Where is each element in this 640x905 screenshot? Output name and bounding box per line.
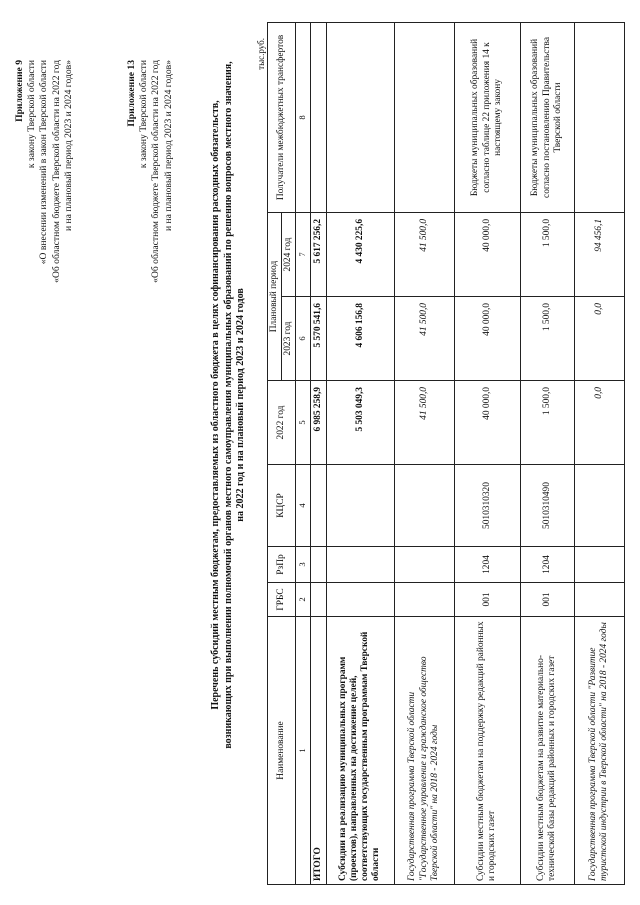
appendix-9-line-2: «О внесении изменений в закон Тверской области — [38, 60, 50, 265]
row-2023: 41 500,0 — [394, 297, 454, 381]
column-index: 6 — [296, 297, 310, 381]
row-2023: 5 570 541,6 — [310, 297, 326, 381]
row-kcsr — [394, 465, 454, 547]
table-row-total — [310, 22, 326, 884]
row-recipients — [326, 22, 394, 212]
row-2022: 41 500,0 — [394, 381, 454, 465]
row-2024: 40 000,0 — [454, 212, 520, 296]
row-rzpr — [310, 547, 326, 583]
appendix-9-line-1: к закону Тверской области — [26, 60, 38, 169]
row-2024: 1 500,0 — [520, 212, 574, 296]
appendix-13-line-1: к закону Тверской области — [138, 60, 150, 169]
document-title — [210, 25, 248, 785]
document-title-line-2: возникающих при выполнении полномочий органов местного самоуправления муниципальных образований по решению вопросов местного значения, — [222, 61, 234, 749]
appendix-13-line-2: «Об областном бюджете Тверской области на 2022 год — [150, 60, 162, 283]
document-title-line-3: на 2022 год и на плановый период 2023 и 2024 годов — [235, 288, 247, 522]
header-recipients: Получатели межбюджетных трансфертов — [268, 22, 296, 212]
row-name: Субсидии на реализацию муниципальных программ (проектов), направленных на достижение целей, соответствующих государственным программам Тверской области — [326, 617, 394, 885]
appendix-13-title: Приложение 13 — [126, 60, 137, 127]
table-row — [326, 22, 394, 884]
column-index: 1 — [296, 617, 310, 885]
row-grbs — [394, 583, 454, 617]
row-name: ИТОГО — [310, 617, 326, 885]
row-recipients — [394, 22, 454, 212]
header-planned-period: Плановый период — [268, 212, 282, 380]
column-index: 8 — [296, 22, 310, 212]
row-2024: 41 500,0 — [394, 212, 454, 296]
header-2022: 2022 год — [268, 381, 296, 465]
header-kcsr: КЦСР — [268, 465, 296, 547]
row-name: Субсидии местным бюджетам на поддержку редакций районных и городских газет — [454, 617, 520, 885]
row-grbs — [326, 583, 394, 617]
row-grbs — [574, 583, 624, 617]
row-grbs — [310, 583, 326, 617]
row-rzpr — [326, 547, 394, 583]
appendix-9-line-4: и на плановый период 2023 и 2024 годов» — [62, 60, 74, 231]
row-recipients — [574, 22, 624, 212]
row-kcsr: 5010310320 — [454, 465, 520, 547]
table-row — [454, 22, 520, 884]
row-2022: 5 503 049,3 — [326, 381, 394, 465]
appendix-9-header — [14, 60, 75, 283]
row-2023: 0,0 — [574, 297, 624, 381]
row-kcsr: 5010310490 — [520, 465, 574, 547]
row-grbs: 001 — [454, 583, 520, 617]
row-2023: 40 000,0 — [454, 297, 520, 381]
row-grbs: 001 — [520, 583, 574, 617]
column-index: 7 — [296, 212, 310, 296]
column-index: 3 — [296, 547, 310, 583]
row-2022: 0,0 — [574, 381, 624, 465]
header-2024: 2024 год — [282, 212, 296, 296]
row-name: Государственная программа Тверской области "Развитие туристской индустрии в Тверской области" на 2018 - 2024 годы — [574, 617, 624, 885]
units-label: тыс.руб. — [256, 38, 266, 70]
appendix-9-title: Приложение 9 — [14, 60, 25, 122]
table-row — [520, 22, 574, 884]
row-rzpr — [574, 547, 624, 583]
row-2024: 94 456,1 — [574, 212, 624, 296]
row-2023: 1 500,0 — [520, 297, 574, 381]
row-name: Государственная программа Тверской области "Государственное управление и гражданское общество Тверской области" на 2018 - 2024 годы — [394, 617, 454, 885]
header-rzpr: РзПр — [268, 547, 296, 583]
row-rzpr: 1204 — [520, 547, 574, 583]
appendix-13-header — [126, 60, 175, 283]
row-kcsr — [574, 465, 624, 547]
row-rzpr — [394, 547, 454, 583]
document-title-line-1: Перечень субсидий местным бюджетам, предоставляемых из областного бюджета в целях софинансирования расходных обязательств, — [210, 100, 221, 710]
column-index-row — [296, 22, 310, 884]
row-2024: 4 430 225,6 — [326, 212, 394, 296]
row-recipients: Бюджеты муниципальных образований согласно постановлению Правительства Тверской области — [520, 22, 574, 212]
header-grbs: ГРБС — [268, 583, 296, 617]
table-row — [394, 22, 454, 884]
column-index: 5 — [296, 381, 310, 465]
table-row — [574, 22, 624, 884]
row-2022: 40 000,0 — [454, 381, 520, 465]
row-2022: 6 985 258,9 — [310, 381, 326, 465]
row-recipients — [310, 22, 326, 212]
row-rzpr: 1204 — [454, 547, 520, 583]
row-2023: 4 606 156,8 — [326, 297, 394, 381]
row-2024: 5 617 256,2 — [310, 212, 326, 296]
row-recipients: Бюджеты муниципальных образований согласно таблице 22 приложения 14 к настоящему закону — [454, 22, 520, 212]
appendix-13-line-3: и на плановый период 2023 и 2024 годов» — [162, 60, 174, 231]
row-kcsr — [310, 465, 326, 547]
column-index: 4 — [296, 465, 310, 547]
row-2022: 1 500,0 — [520, 381, 574, 465]
header-name: Наименование — [268, 617, 296, 885]
row-name: Субсидии местным бюджетам на развитие материально-технической базы редакций районных и городских газет — [520, 617, 574, 885]
header-2023: 2023 год — [282, 297, 296, 381]
column-index: 2 — [296, 583, 310, 617]
appendix-9-line-3: «Об областном бюджете Тверской области на 2022 год — [50, 60, 62, 283]
subsidies-table — [267, 22, 625, 885]
table-header-row — [268, 22, 282, 884]
row-kcsr — [326, 465, 394, 547]
